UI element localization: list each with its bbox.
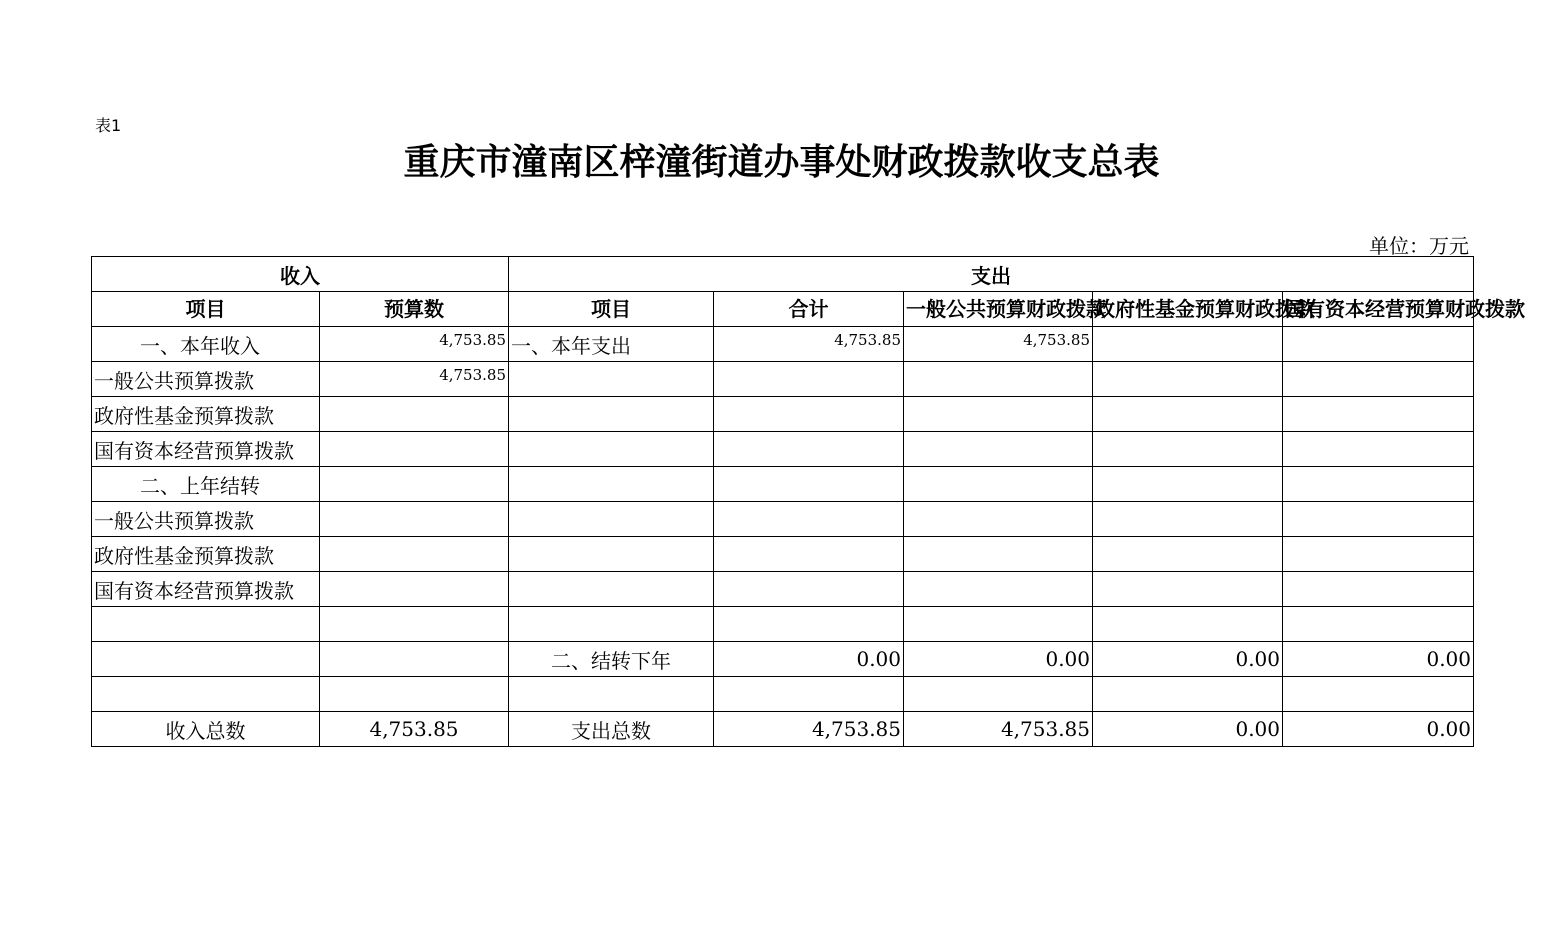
general-cell: [904, 677, 1093, 712]
table-row: [92, 362, 1474, 397]
total-cell: 4,753.85: [714, 712, 904, 747]
expense-item-cell: [509, 537, 714, 572]
total-cell: 0.00: [714, 642, 904, 677]
expense-item-cell: 二、结转下年: [509, 642, 714, 677]
general-cell: [904, 537, 1093, 572]
table-row: [92, 467, 1474, 502]
general-cell: [904, 467, 1093, 502]
table-row: [92, 537, 1474, 572]
total-cell: [714, 432, 904, 467]
gov-fund-cell: [1093, 502, 1283, 537]
income-item-cell: 国有资本经营预算拨款: [92, 572, 320, 607]
income-value-cell: [320, 432, 509, 467]
income-item-cell: [92, 677, 320, 712]
income-value-cell: [320, 467, 509, 502]
income-value-cell: 4,753.85: [320, 362, 509, 397]
expense-item-cell: [509, 677, 714, 712]
general-cell: [904, 397, 1093, 432]
total-cell: [714, 502, 904, 537]
general-cell: 4,753.85: [904, 327, 1093, 362]
state-capital-cell: [1283, 677, 1474, 712]
gov-fund-header: 政府性基金预算财政拨款: [1093, 292, 1283, 327]
total-cell: [714, 537, 904, 572]
expense-item-cell: [509, 502, 714, 537]
income-budget-header: 预算数: [320, 292, 509, 327]
income-item-cell: [92, 607, 320, 642]
gov-fund-cell: 0.00: [1093, 642, 1283, 677]
expense-item-cell: [509, 432, 714, 467]
table-number: 表1: [95, 116, 122, 135]
general-cell: [904, 572, 1093, 607]
state-capital-cell: [1283, 327, 1474, 362]
state-capital-cell: [1283, 572, 1474, 607]
expense-header: 支出: [509, 257, 1474, 292]
total-cell: [714, 677, 904, 712]
page-title: 重庆市潼南区梓潼街道办事处财政拨款收支总表: [403, 142, 1160, 183]
state-capital-header: 国有资本经营预算财政拨款: [1283, 292, 1474, 327]
state-capital-cell: [1283, 537, 1474, 572]
table-row: [92, 607, 1474, 642]
income-value-cell: [320, 397, 509, 432]
income-value-cell: [320, 537, 509, 572]
general-cell: [904, 607, 1093, 642]
income-value-cell: 4,753.85: [320, 327, 509, 362]
totals-row: [92, 712, 1474, 747]
gov-fund-cell: [1093, 327, 1283, 362]
gov-fund-cell: [1093, 607, 1283, 642]
state-capital-cell: 0.00: [1283, 712, 1474, 747]
expense-item-cell: [509, 397, 714, 432]
gov-fund-cell: [1093, 572, 1283, 607]
table-row: [92, 677, 1474, 712]
general-budget-header: 一般公共预算财政拨款: [904, 292, 1093, 327]
unit-label: 单位：万元: [1369, 234, 1469, 258]
total-cell: [714, 607, 904, 642]
state-capital-cell: [1283, 607, 1474, 642]
expense-item-cell: 一、本年支出: [509, 327, 714, 362]
table-row: [92, 502, 1474, 537]
income-item-cell: 一、本年收入: [92, 327, 320, 362]
total-cell: [714, 572, 904, 607]
total-cell: [714, 397, 904, 432]
income-value-cell: [320, 572, 509, 607]
income-value-cell: [320, 607, 509, 642]
income-value-cell: [320, 502, 509, 537]
income-item-header: 项目: [92, 292, 320, 327]
table-row: [92, 397, 1474, 432]
expense-item-cell: [509, 467, 714, 502]
income-item-cell: 一般公共预算拨款: [92, 362, 320, 397]
income-total-label: 收入总数: [92, 712, 320, 747]
total-cell: 4,753.85: [714, 327, 904, 362]
table-row: [92, 572, 1474, 607]
expense-item-cell: [509, 362, 714, 397]
total-header: 合计: [714, 292, 904, 327]
table-row: [92, 642, 1474, 677]
income-total-value: 4,753.85: [320, 712, 509, 747]
general-cell: 0.00: [904, 642, 1093, 677]
expense-item-header: 项目: [509, 292, 714, 327]
income-item-cell: 国有资本经营预算拨款: [92, 432, 320, 467]
state-capital-cell: [1283, 432, 1474, 467]
state-capital-cell: [1283, 467, 1474, 502]
gov-fund-cell: [1093, 677, 1283, 712]
table-row: [92, 327, 1474, 362]
gov-fund-cell: [1093, 467, 1283, 502]
total-cell: [714, 467, 904, 502]
expense-item-cell: [509, 572, 714, 607]
general-cell: 4,753.85: [904, 712, 1093, 747]
budget-summary-table: [91, 256, 1525, 747]
state-capital-cell: [1283, 362, 1474, 397]
expense-total-label: 支出总数: [509, 712, 714, 747]
state-capital-cell: [1283, 397, 1474, 432]
gov-fund-cell: [1093, 537, 1283, 572]
income-value-cell: [320, 677, 509, 712]
income-header: 收入: [92, 257, 509, 292]
gov-fund-cell: [1093, 432, 1283, 467]
gov-fund-cell: 0.00: [1093, 712, 1283, 747]
income-value-cell: [320, 642, 509, 677]
income-item-cell: 一般公共预算拨款: [92, 502, 320, 537]
income-item-cell: [92, 642, 320, 677]
income-item-cell: 政府性基金预算拨款: [92, 537, 320, 572]
income-item-cell: 二、上年结转: [92, 467, 320, 502]
state-capital-cell: [1283, 502, 1474, 537]
general-cell: [904, 502, 1093, 537]
general-cell: [904, 432, 1093, 467]
state-capital-cell: 0.00: [1283, 642, 1474, 677]
table-row: [92, 432, 1474, 467]
expense-item-cell: [509, 607, 714, 642]
gov-fund-cell: [1093, 362, 1283, 397]
gov-fund-cell: [1093, 397, 1283, 432]
general-cell: [904, 362, 1093, 397]
income-item-cell: 政府性基金预算拨款: [92, 397, 320, 432]
total-cell: [714, 362, 904, 397]
